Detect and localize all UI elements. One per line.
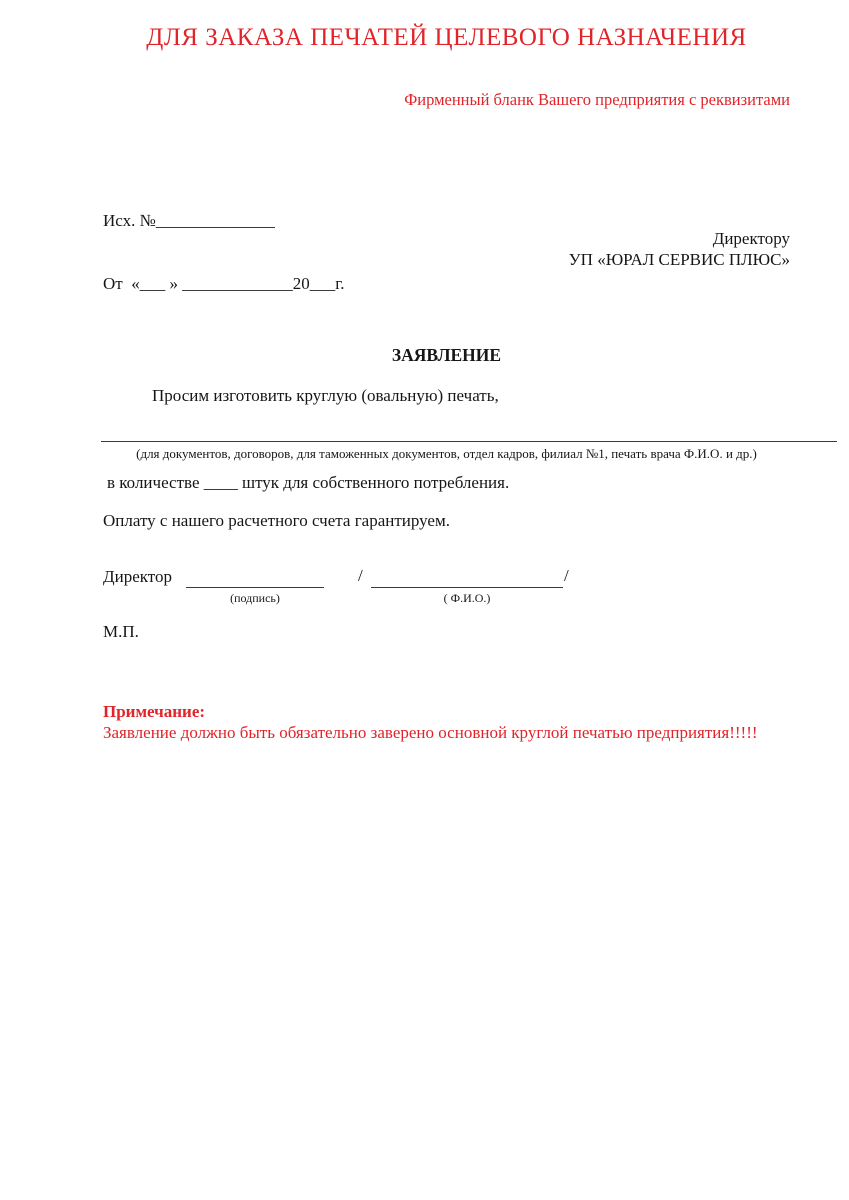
separator-slash: /: [358, 566, 363, 585]
quantity-line: в количестве ____ штук для собственного потребления.: [107, 473, 510, 492]
note-text: Заявление должно быть обязательно заверено основной круглой печатью предприятия!!!!!: [103, 723, 758, 742]
outgoing-number-line: Исх. №______________: [103, 211, 275, 230]
name-blank-line: [371, 568, 563, 588]
purpose-hint: (для документов, договоров, для таможенных документов, отдел кадров, филиал №1, печать врача Ф.И.О. и др.): [136, 446, 757, 461]
payment-guarantee-line: Оплату с нашего расчетного счета гарантируем.: [103, 511, 450, 530]
application-heading: ЗАЯВЛЕНИЕ: [391, 345, 502, 365]
separator-slash: /: [564, 566, 569, 585]
director-label: Директор: [103, 567, 172, 586]
date-line: От «___ » _____________20___г.: [103, 274, 345, 293]
request-line: Просим изготовить круглую (овальную) печать,: [152, 386, 499, 405]
stamp-place-label: М.П.: [103, 622, 139, 641]
purpose-blank-line: [101, 441, 837, 442]
note-label: Примечание:: [103, 702, 206, 721]
document-title: ДЛЯ ЗАКАЗА ПЕЧАТЕЙ ЦЕЛЕВОГО НАЗНАЧЕНИЯ: [146, 24, 747, 51]
name-caption: ( Ф.И.О.): [443, 591, 491, 605]
addressee-title: Директору: [712, 229, 790, 248]
addressee-company: УП «ЮРАЛ СЕРВИС ПЛЮС»: [568, 250, 790, 269]
signature-blank-line: [186, 568, 324, 588]
letterhead-note: Фирменный бланк Вашего предприятия с реквизитами: [404, 90, 790, 109]
signature-caption: (подпись): [230, 591, 280, 605]
addressee-block: [103, 228, 790, 270]
